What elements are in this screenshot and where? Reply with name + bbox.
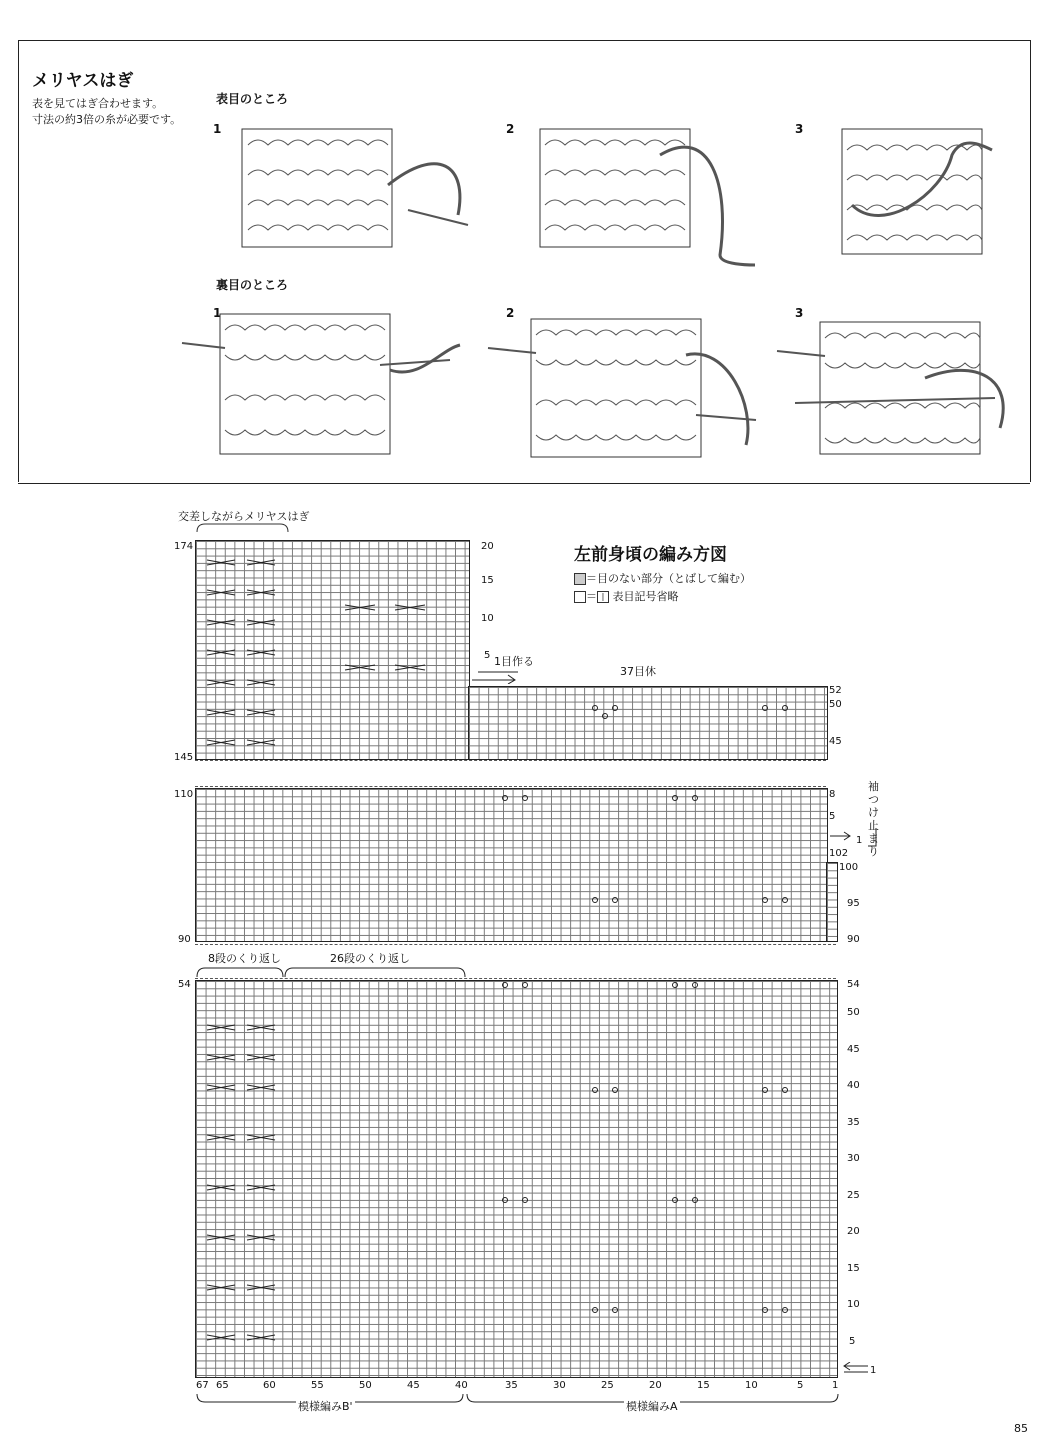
row-label-10-bottom: 10 <box>847 1299 860 1310</box>
back-illustration-1 <box>180 310 470 458</box>
repeat-brackets <box>195 965 470 979</box>
col-label-1: 1 <box>832 1380 839 1391</box>
col-label-10: 10 <box>745 1380 758 1391</box>
row-label-100: 100 <box>839 862 859 873</box>
frame-left-rule <box>18 40 19 482</box>
frame-right-rule <box>1030 40 1031 482</box>
row-label-45-upper: 45 <box>829 736 842 747</box>
pattern-b-label: 模様編みB' <box>298 1400 353 1413</box>
back-step-2: 2 <box>506 306 515 320</box>
front-illustration-1 <box>238 125 470 253</box>
arrow-label-mid: 1 <box>856 835 863 846</box>
description-line-2: 寸法の約3倍の糸が必要です。 <box>32 113 182 126</box>
row-label-8: 8 <box>829 789 836 800</box>
description <box>32 96 181 128</box>
col-label-20: 20 <box>649 1380 662 1391</box>
description-line-1: 表を見てはぎ合わせます。 <box>32 97 164 110</box>
sleeve-arrow-icon <box>828 828 878 850</box>
page-number: 85 <box>1014 1422 1028 1435</box>
row-label-15-bottom: 15 <box>847 1263 860 1274</box>
row-label-90-right: 90 <box>847 934 860 945</box>
row-label-20: 20 <box>481 541 494 552</box>
bind-note: 1目作る <box>494 655 534 668</box>
col-label-35: 35 <box>505 1380 518 1391</box>
row-label-5-bottom: 5 <box>849 1336 856 1347</box>
row-label-50-bottom: 50 <box>847 1007 860 1018</box>
col-label-25: 25 <box>601 1380 614 1391</box>
back-heading: 裏目のところ <box>216 278 289 292</box>
row-label-5-upper: 5 <box>484 650 491 661</box>
row-label-95-mid: 95 <box>847 898 860 909</box>
row-label-110: 110 <box>174 789 194 800</box>
row-label-90-left: 90 <box>178 934 191 945</box>
pattern-a-label: 模様編みA <box>626 1400 678 1413</box>
row-label-54-right: 54 <box>847 979 860 990</box>
col-label-45: 45 <box>407 1380 420 1391</box>
back-illustration-2 <box>486 315 766 460</box>
sleeve-note: 袖つけ止まり <box>868 780 879 858</box>
back-illustration-3 <box>775 318 1025 458</box>
legend-2b-text: 表目記号省略 <box>612 590 679 603</box>
legend-2-text: ＝ <box>586 590 597 603</box>
row-label-5-mid: 5 <box>829 811 836 822</box>
row-label-145: 145 <box>174 752 194 763</box>
section-title: メリヤスはぎ <box>32 71 134 91</box>
row-label-50-upper: 50 <box>829 699 842 710</box>
col-label-30: 30 <box>553 1380 566 1391</box>
row-label-25: 25 <box>847 1190 860 1201</box>
row-label-15: 15 <box>481 575 494 586</box>
top-note-bracket <box>195 522 290 534</box>
row-label-102: 102 <box>829 848 849 859</box>
front-step-3: 3 <box>795 122 804 136</box>
front-illustration-2 <box>520 125 760 270</box>
start-arrow-icon <box>840 1362 872 1376</box>
col-label-65: 65 <box>216 1380 229 1391</box>
col-label-15: 15 <box>697 1380 710 1391</box>
arrow-label-bottom: 1 <box>870 1365 877 1376</box>
col-label-40: 40 <box>455 1380 468 1391</box>
row-label-174: 174 <box>174 541 194 552</box>
front-step-1: 1 <box>213 122 222 136</box>
top-note: 交差しながらメリヤスはぎ <box>178 510 310 523</box>
bind-arrow-icon <box>470 668 520 684</box>
repeat-26-note: 26段のくり返し <box>330 952 410 965</box>
front-step-2: 2 <box>506 122 515 136</box>
row-label-30: 30 <box>847 1153 860 1164</box>
col-label-60: 60 <box>263 1380 276 1391</box>
row-label-10: 10 <box>481 613 494 624</box>
col-label-67: 67 <box>196 1380 209 1391</box>
col-label-55: 55 <box>311 1380 324 1391</box>
front-illustration-3 <box>822 125 997 260</box>
legend-1-text: ＝目のない部分（とばして編む） <box>586 572 751 585</box>
pattern-brackets <box>195 1392 840 1406</box>
repeat-8-note: 8段のくり返し <box>208 952 281 965</box>
row-label-54-left: 54 <box>178 979 191 990</box>
knit-symbol-icon: | <box>597 591 609 603</box>
row-label-40: 40 <box>847 1080 860 1091</box>
front-heading: 表目のところ <box>216 92 289 106</box>
row-label-35: 35 <box>847 1117 860 1128</box>
rest-note: 37目休 <box>620 665 656 678</box>
col-label-50: 50 <box>359 1380 372 1391</box>
row-label-45-bottom: 45 <box>847 1044 860 1055</box>
chart-title: 左前身頃の編み方図 <box>574 545 727 565</box>
back-step-1: 1 <box>213 306 222 320</box>
back-step-3: 3 <box>795 306 804 320</box>
col-label-5: 5 <box>797 1380 804 1391</box>
row-label-20-bottom: 20 <box>847 1226 860 1237</box>
row-label-52: 52 <box>829 685 842 696</box>
